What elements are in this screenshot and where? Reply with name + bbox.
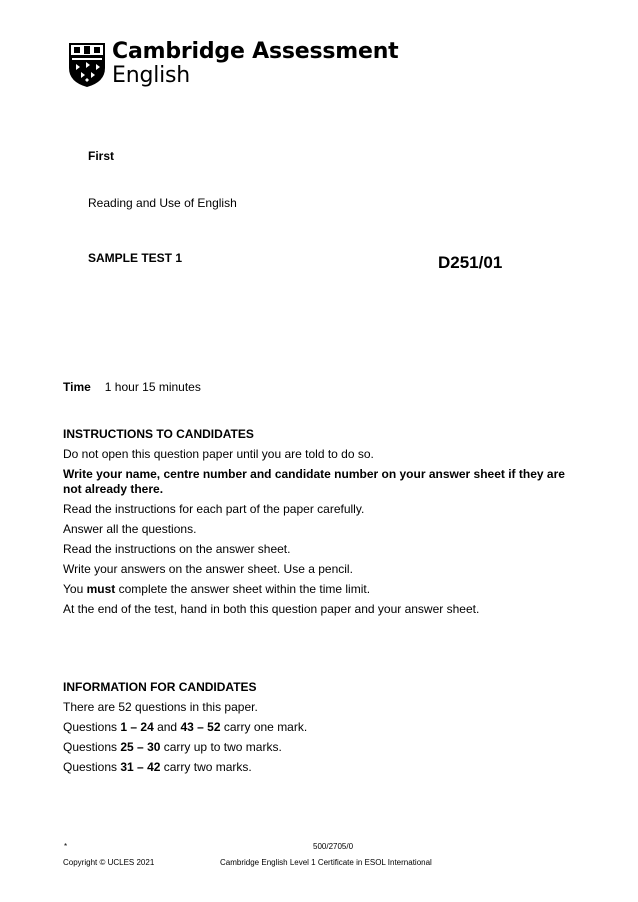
instruction-line-text: At the end of the test, hand in both this question paper and your answer sheet. (63, 602, 480, 616)
instruction-line-text: Read the instructions on the answer sheet. (63, 542, 291, 556)
information-line (63, 740, 573, 755)
information-line-text: carry two marks. (160, 760, 252, 774)
information-line-text: carry up to two marks. (160, 740, 282, 754)
instruction-line (63, 522, 573, 537)
information-list (63, 700, 573, 775)
instruction-line-text: must (86, 582, 116, 596)
time-value: 1 hour 15 minutes (104, 380, 201, 394)
instruction-line-text: Write your answers on the answer sheet. Use a pencil. (63, 562, 353, 576)
information-line-text: and (153, 720, 181, 734)
information-line-text: Questions (63, 760, 121, 774)
information-line-text: 31 – 42 (120, 760, 161, 774)
instructions-heading: INSTRUCTIONS TO CANDIDATES (63, 427, 254, 441)
footer-certificate: Cambridge English Level 1 Certificate in ESOL International (220, 858, 432, 867)
instruction-line (63, 602, 573, 617)
paper-code: D251/01 (438, 253, 503, 272)
instructions-list (63, 447, 573, 617)
information-line-text: 25 – 30 (120, 740, 161, 754)
instruction-line (63, 502, 573, 517)
instruction-line (63, 582, 573, 597)
paper-title: Reading and Use of English (88, 196, 237, 210)
exam-level: First (88, 149, 115, 163)
footer-copyright: Copyright © UCLES 2021 (63, 858, 155, 867)
brand-logo (68, 40, 398, 88)
instruction-line-text: Write your name, centre number and candidate number on your answer sheet if they are not already there. (63, 467, 565, 496)
instruction-line-text: Answer all the questions. (63, 522, 197, 536)
instruction-line-text: You (63, 582, 87, 596)
information-line-text: 43 – 52 (180, 720, 221, 734)
instruction-line-text: complete the answer sheet within the time limit. (115, 582, 371, 596)
instruction-line (63, 467, 573, 497)
time-label: Time (63, 380, 91, 394)
information-line-text: carry one mark. (220, 720, 308, 734)
information-line-text: Questions (63, 720, 121, 734)
footer-reference: 500/2705/0 (313, 842, 354, 851)
information-line-text: There are 52 questions in this paper. (63, 700, 258, 714)
information-line-text: 1 – 24 (120, 720, 154, 734)
brand-subname: English (112, 63, 191, 88)
information-line (63, 700, 573, 715)
footer-star: * (64, 842, 68, 851)
information-section (63, 680, 573, 780)
instruction-line (63, 562, 573, 577)
information-line-text: Questions (63, 740, 121, 754)
instructions-section (63, 427, 573, 622)
information-line (63, 760, 573, 775)
instruction-line-text: Read the instructions for each part of the paper carefully. (63, 502, 365, 516)
instruction-line (63, 542, 573, 557)
test-title: SAMPLE TEST 1 (88, 251, 183, 265)
crest-icon (68, 42, 106, 88)
instruction-line (63, 447, 573, 462)
brand-name: Cambridge Assessment (112, 39, 399, 64)
instruction-line-text: Do not open this question paper until you are told to do so. (63, 447, 374, 461)
information-line (63, 720, 573, 735)
time-allowed (63, 380, 201, 394)
information-heading: INFORMATION FOR CANDIDATES (63, 680, 257, 694)
